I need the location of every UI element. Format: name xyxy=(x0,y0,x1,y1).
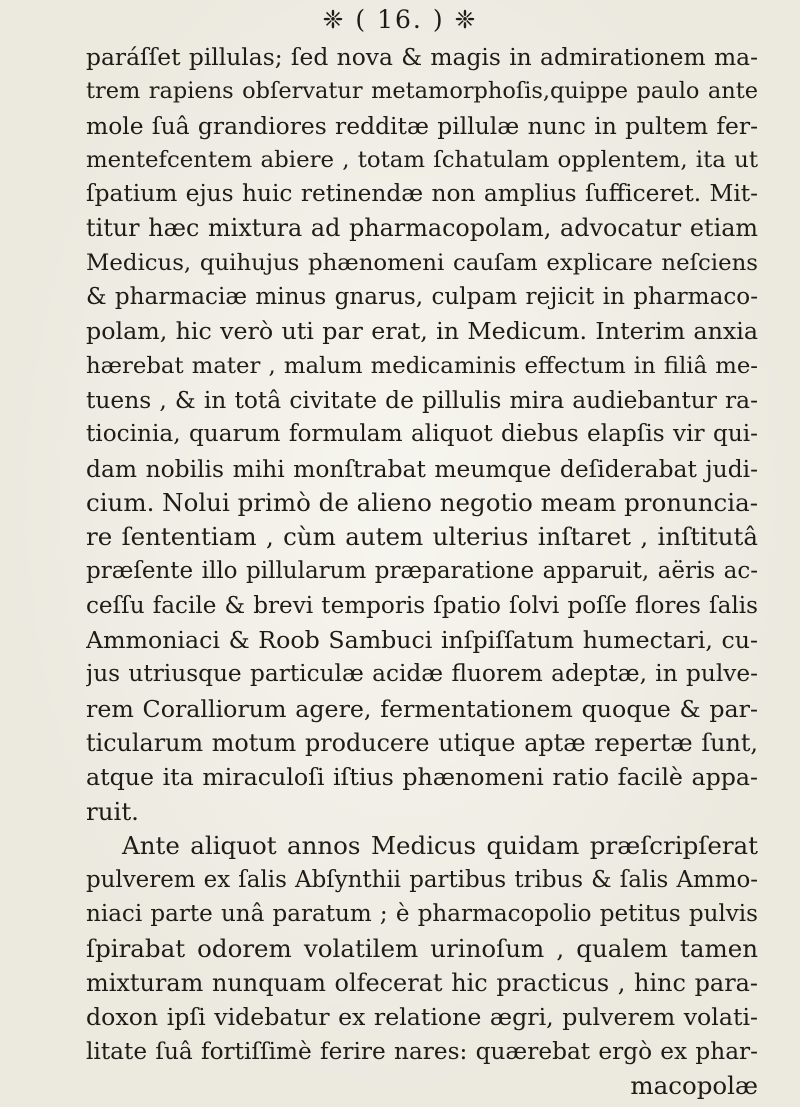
text-line: dam nobilis mihi monſtrabat meumque deſiderabat judi- xyxy=(86,454,758,483)
text-line: rem Coralliorum agere, fermentationem quoque & par- xyxy=(86,694,758,723)
text-line: niaci parte unâ paratum ; è pharmacopolio petitus pulvis xyxy=(86,901,758,928)
text-line: præſente illo pillularum præparatione apparuit, aëris ac- xyxy=(86,558,758,585)
text-line: trem rapiens obſervatur metamorphoſis,quippe paulo ante xyxy=(86,78,758,105)
text-line: cium. Nolui primò de alieno negotio meam pronuncia- xyxy=(86,487,758,517)
text-line: polam, hic verò uti par erat, in Medicum. Interim anxia xyxy=(86,317,758,346)
text-line: mole ſuâ grandiores redditæ pillulæ nunc in pultem fer- xyxy=(86,111,758,140)
text-line: ſpirabat odorem volatilem urinoſum , qualem tamen xyxy=(86,933,758,963)
text-line: mixturam nunquam olfecerat hic practicus , hinc para- xyxy=(86,969,758,998)
text-line: mentefcentem abiere , totam ſchatulam opplentem, ita ut xyxy=(86,146,758,173)
text-line: hærebat mater , malum medicaminis effectum in filiâ me- xyxy=(86,352,758,379)
text-line: ſpatium ejus huic retinendæ non amplius ſufficeret. Mit- xyxy=(86,180,758,208)
body-text xyxy=(86,40,758,1103)
text-line: pulverem ex ſalis Abſynthii partibus tribus & ſalis Ammo- xyxy=(86,867,758,894)
text-line: doxon ipſi videbatur ex relatione ægri, pulverem volati- xyxy=(86,1003,758,1032)
text-line: litate ſuâ fortiſſimè ferire nares: quærebat ergò ex phar- xyxy=(86,1037,758,1065)
text-line: re ſententiam , cùm autem ulterius inſtaret , inſtitutâ xyxy=(86,522,758,552)
text-line: atque ita miraculoſi iſtius phænomeni ratio facilè appa- xyxy=(86,763,758,792)
text-line: tiocinia, quarum formulam aliquot diebus elapſis vir qui- xyxy=(86,420,758,448)
text-line: ticularum motum producere utique aptæ repertæ ſunt, xyxy=(86,728,758,757)
catchword: macopolæ xyxy=(630,1070,758,1100)
text-line: tuens , & in totâ civitate de pillulis mira audiebantur ra- xyxy=(86,385,758,414)
text-line: paráſſet pillulas; ſed nova & magis in admirationem ma- xyxy=(86,43,758,71)
paragraph-start-line: Ante aliquot annos Medicus quidam præſcripſerat xyxy=(122,830,758,860)
text-line: Medicus, quihujus phænomeni cauſam explicare neſciens xyxy=(86,249,758,276)
page-header: ❈ ( 16. ) ❈ xyxy=(322,5,478,34)
text-line: & pharmaciæ minus gnarus, culpam rejicit in pharmaco- xyxy=(86,284,758,311)
text-line: titur hæc mixtura ad pharmacopolam, advocatur etiam xyxy=(86,214,758,243)
text-line: Ammoniaci & Roob Sambuci inſpiſſatum humectari, cu- xyxy=(86,626,758,655)
text-line: jus utriusque particulæ acidæ fluorem adeptæ, in pulve- xyxy=(86,660,758,688)
paragraph-end-line: ruit. xyxy=(86,796,139,826)
text-line: ceſſu facile & brevi temporis ſpatio ſolvi poſſe flores ſalis xyxy=(86,592,758,619)
